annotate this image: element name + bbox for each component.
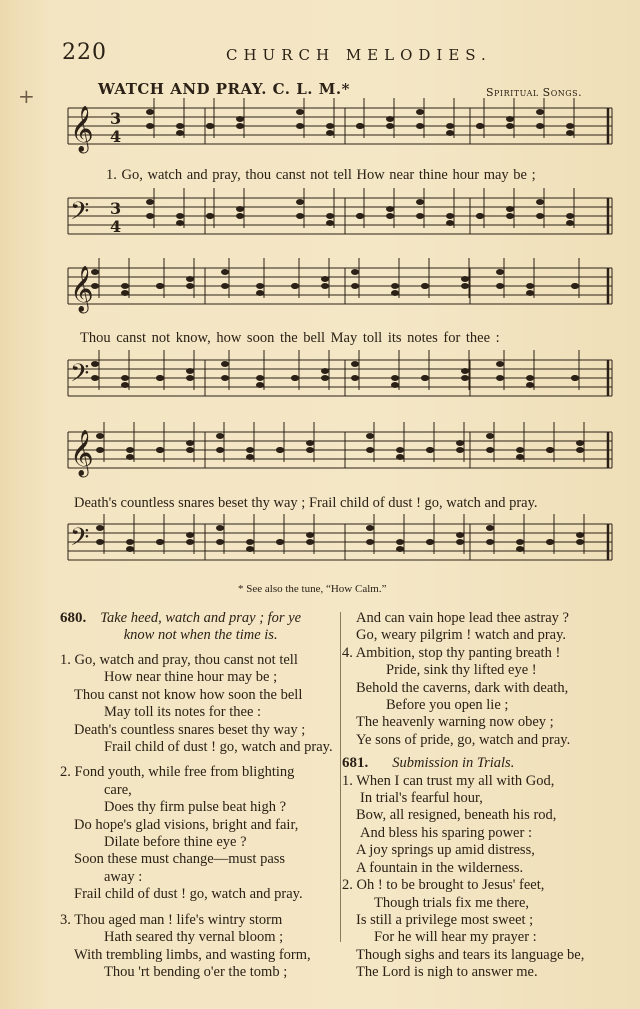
note-head (126, 539, 134, 545)
note-head (546, 539, 554, 545)
note-head (476, 123, 484, 129)
stanza-line: Behold the caverns, dark with death, (356, 679, 569, 696)
note-head (146, 199, 154, 205)
note-head (416, 123, 424, 129)
note-head (446, 130, 454, 136)
page-number: 220 (62, 40, 107, 65)
note-head (321, 375, 329, 381)
note-head (516, 539, 524, 545)
note-head (396, 447, 404, 453)
note-head (276, 447, 284, 453)
note-head (476, 213, 484, 219)
note-head (256, 283, 264, 289)
note-head (391, 382, 399, 388)
note-head (326, 130, 334, 136)
note-head (446, 123, 454, 129)
lyrics-line-2: Thou canst not know, how soon the bell May toll its notes for thee : (80, 330, 500, 346)
note-head (186, 440, 194, 446)
treble-clef-icon: 𝄞 (70, 430, 94, 476)
note-head (246, 546, 254, 552)
note-head (456, 440, 464, 446)
stanza-line: The heavenly warning now obey ; (356, 714, 554, 731)
note-head (416, 199, 424, 205)
note-head (216, 539, 224, 545)
stanza-line: Thou 'rt bending o'er the tomb ; (104, 963, 288, 980)
note-head (396, 539, 404, 545)
note-head (526, 283, 534, 289)
note-head (176, 123, 184, 129)
note-head (216, 433, 224, 439)
note-head (356, 123, 364, 129)
note-head (186, 532, 194, 538)
stanza-line: Is still a privilege most sweet ; (356, 911, 534, 928)
note-head (236, 116, 244, 122)
note-head (416, 109, 424, 115)
note-head (576, 447, 584, 453)
note-head (326, 213, 334, 219)
note-head (246, 447, 254, 453)
stanza-line: For he will hear my prayer : (374, 929, 537, 946)
note-head (221, 375, 229, 381)
stanza-line: In trial's fearful hour, (360, 790, 483, 807)
note-head (236, 206, 244, 212)
note-head (516, 454, 524, 460)
note-head (461, 375, 469, 381)
note-head (126, 546, 134, 552)
note-head (91, 361, 99, 367)
stanza-line: A fountain in the wilderness. (356, 859, 524, 876)
note-head (121, 382, 129, 388)
column-divider (340, 612, 341, 942)
note-head (526, 290, 534, 296)
stanza-line: Before you open lie ; (386, 697, 509, 714)
note-head (566, 220, 574, 226)
note-head (416, 213, 424, 219)
note-head (351, 269, 359, 275)
stanza-line: Dilate before thine eye ? (104, 834, 247, 851)
stanza-line: May toll its notes for thee : (104, 704, 262, 721)
note-head (571, 375, 579, 381)
note-head (486, 433, 494, 439)
note-head (386, 206, 394, 212)
time-signature-top: 3 (110, 109, 122, 128)
note-head (216, 525, 224, 531)
note-head (276, 539, 284, 545)
note-head (296, 109, 304, 115)
note-head (496, 269, 504, 275)
note-head (121, 375, 129, 381)
note-head (386, 116, 394, 122)
note-head (221, 361, 229, 367)
note-head (536, 123, 544, 129)
note-head (426, 447, 434, 453)
note-head (496, 375, 504, 381)
stanza-line: Though sighs and tears its language be, (356, 946, 585, 963)
note-head (186, 276, 194, 282)
note-head (426, 539, 434, 545)
stanza-line: Frail child of dust ! go, watch and pray. (104, 739, 333, 756)
note-head (461, 283, 469, 289)
note-head (256, 375, 264, 381)
note-head (96, 447, 104, 453)
note-head (536, 109, 544, 115)
note-head (156, 283, 164, 289)
note-head (91, 375, 99, 381)
note-head (121, 283, 129, 289)
note-head (526, 382, 534, 388)
bass-clef-icon: 𝄢 (70, 359, 90, 394)
note-head (566, 130, 574, 136)
stanza-line: Death's countless snares beset thy way ; (74, 721, 306, 738)
note-head (146, 109, 154, 115)
note-head (236, 123, 244, 129)
note-head (186, 368, 194, 374)
stanza-line: 3. Thou aged man ! life's wintry storm (60, 911, 283, 928)
note-head (296, 123, 304, 129)
note-head (306, 440, 314, 446)
treble-clef-icon: 𝄞 (70, 106, 94, 152)
note-head (391, 283, 399, 289)
note-head (576, 440, 584, 446)
stanza-line: Does thy firm pulse beat high ? (104, 799, 287, 816)
note-head (126, 454, 134, 460)
note-head (486, 447, 494, 453)
note-head (321, 276, 329, 282)
note-head (506, 206, 514, 212)
stanza-line: Bow, all resigned, beneath his rod, (356, 807, 557, 824)
stanza-line: 2. Fond youth, while free from blighting (60, 764, 295, 781)
note-head (421, 283, 429, 289)
hymn-681-header (342, 755, 610, 772)
stanza-line: away : (104, 868, 143, 885)
note-head (326, 123, 334, 129)
note-head (291, 283, 299, 289)
stanza-line: The Lord is nigh to answer me. (356, 964, 538, 981)
tune-source: Spiritual Songs. (486, 86, 583, 99)
note-head (216, 447, 224, 453)
hymn-680-number: 680. (60, 610, 87, 626)
tune-title: WATCH AND PRAY. C. L. M.* (98, 80, 350, 98)
stanza-line: 1. Go, watch and pray, thou canst not tell (60, 652, 298, 668)
note-head (386, 123, 394, 129)
note-head (306, 532, 314, 538)
footnote: * See also the tune, “How Calm.” (238, 583, 387, 595)
note-head (96, 433, 104, 439)
note-head (146, 213, 154, 219)
note-head (351, 283, 359, 289)
note-head (186, 283, 194, 289)
note-head (391, 290, 399, 296)
note-head (291, 375, 299, 381)
lyrics-line-3: Death's countless snares beset thy way ; Frail child of dust ! go, watch and pray. (74, 495, 538, 511)
note-head (321, 368, 329, 374)
note-head (206, 213, 214, 219)
note-head (456, 539, 464, 545)
note-head (176, 220, 184, 226)
note-head (121, 290, 129, 296)
note-head (186, 375, 194, 381)
note-head (366, 447, 374, 453)
note-head (306, 539, 314, 545)
note-head (446, 220, 454, 226)
note-head (396, 546, 404, 552)
note-head (356, 213, 364, 219)
note-head (576, 532, 584, 538)
note-head (186, 447, 194, 453)
hymn-680-header (60, 610, 338, 644)
note-head (246, 539, 254, 545)
stanza-line: With trembling limbs, and wasting form, (74, 946, 311, 963)
note-head (526, 375, 534, 381)
stanza-line: Do hope's glad visions, bright and fair, (74, 816, 299, 833)
note-head (566, 123, 574, 129)
note-head (221, 283, 229, 289)
stanza-line: care, (104, 781, 132, 798)
note-head (366, 539, 374, 545)
note-head (326, 220, 334, 226)
note-head (516, 546, 524, 552)
note-head (546, 447, 554, 453)
note-head (506, 123, 514, 129)
note-head (386, 213, 394, 219)
stanza-line: Hath seared thy vernal bloom ; (104, 929, 284, 946)
note-head (186, 539, 194, 545)
note-head (176, 213, 184, 219)
note-head (486, 539, 494, 545)
treble-clef-icon: 𝄞 (70, 266, 94, 312)
note-head (366, 525, 374, 531)
note-head (506, 213, 514, 219)
note-head (96, 525, 104, 531)
note-head (366, 433, 374, 439)
left-column (60, 610, 338, 981)
note-head (506, 116, 514, 122)
note-head (156, 447, 164, 453)
stanza-line: 2. Oh ! to be brought to Jesus' feet, (342, 877, 545, 894)
note-head (536, 199, 544, 205)
note-head (456, 532, 464, 538)
note-head (156, 539, 164, 545)
bass-clef-icon: 𝄢 (70, 197, 90, 232)
stanza-line: Though trials fix me there, (374, 894, 530, 911)
right-column (342, 610, 610, 982)
hymn-680-heading-2: know not when the time is. (123, 627, 278, 643)
note-head (421, 375, 429, 381)
stanza-line: And bless his sparing power : (360, 824, 532, 841)
note-head (456, 447, 464, 453)
note-head (351, 375, 359, 381)
note-head (461, 276, 469, 282)
time-signature-top: 3 (110, 199, 122, 218)
note-head (566, 213, 574, 219)
stanza-line: And can vain hope lead thee astray ? (356, 610, 569, 626)
stanza-line: Soon these must change—must pass (74, 851, 286, 868)
stanza-line: 1. When I can trust my all with God, (342, 772, 555, 789)
time-signature-bottom: 4 (110, 217, 122, 236)
note-head (176, 130, 184, 136)
note-head (461, 368, 469, 374)
note-head (536, 213, 544, 219)
note-head (206, 123, 214, 129)
note-head (496, 361, 504, 367)
bass-clef-icon: 𝄢 (70, 523, 90, 558)
margin-pencil-mark: + (18, 84, 35, 108)
note-head (576, 539, 584, 545)
note-head (571, 283, 579, 289)
running-title: CHURCH MELODIES. (226, 46, 492, 64)
stanza-line: Ye sons of pride, go, watch and pray. (356, 731, 571, 748)
hymn-680-heading-1: Take heed, watch and pray ; for ye (100, 610, 302, 626)
note-head (256, 382, 264, 388)
note-head (96, 539, 104, 545)
note-head (296, 199, 304, 205)
note-head (236, 213, 244, 219)
lyrics-line-1: 1. Go, watch and pray, thou canst not tell How near thine hour may be ; (106, 167, 536, 183)
note-head (321, 283, 329, 289)
note-head (446, 213, 454, 219)
note-head (391, 375, 399, 381)
note-head (156, 375, 164, 381)
note-head (351, 361, 359, 367)
note-head (246, 454, 254, 460)
note-head (126, 447, 134, 453)
note-head (146, 123, 154, 129)
note-head (516, 447, 524, 453)
hymn-681-heading: Submission in Trials. (392, 755, 515, 772)
note-head (296, 213, 304, 219)
note-head (486, 525, 494, 531)
stanza-line: How near thine hour may be ; (104, 669, 278, 686)
stanza-line: A joy springs up amid distress, (356, 842, 535, 859)
stanza-line: Pride, sink thy lifted eye ! (386, 662, 537, 679)
time-signature-bottom: 4 (110, 127, 122, 146)
stanza-line: Thou canst not know how soon the bell (74, 686, 303, 703)
note-head (496, 283, 504, 289)
note-head (306, 447, 314, 453)
stanza-line: Frail child of dust ! go, watch and pray. (74, 886, 303, 903)
note-head (396, 454, 404, 460)
hymn-681-number: 681. (342, 755, 369, 772)
note-head (221, 269, 229, 275)
note-head (256, 290, 264, 296)
stanza-line: 4. Ambition, stop thy panting breath ! (342, 644, 561, 661)
stanza-line: Go, weary pilgrim ! watch and pray. (356, 627, 567, 644)
